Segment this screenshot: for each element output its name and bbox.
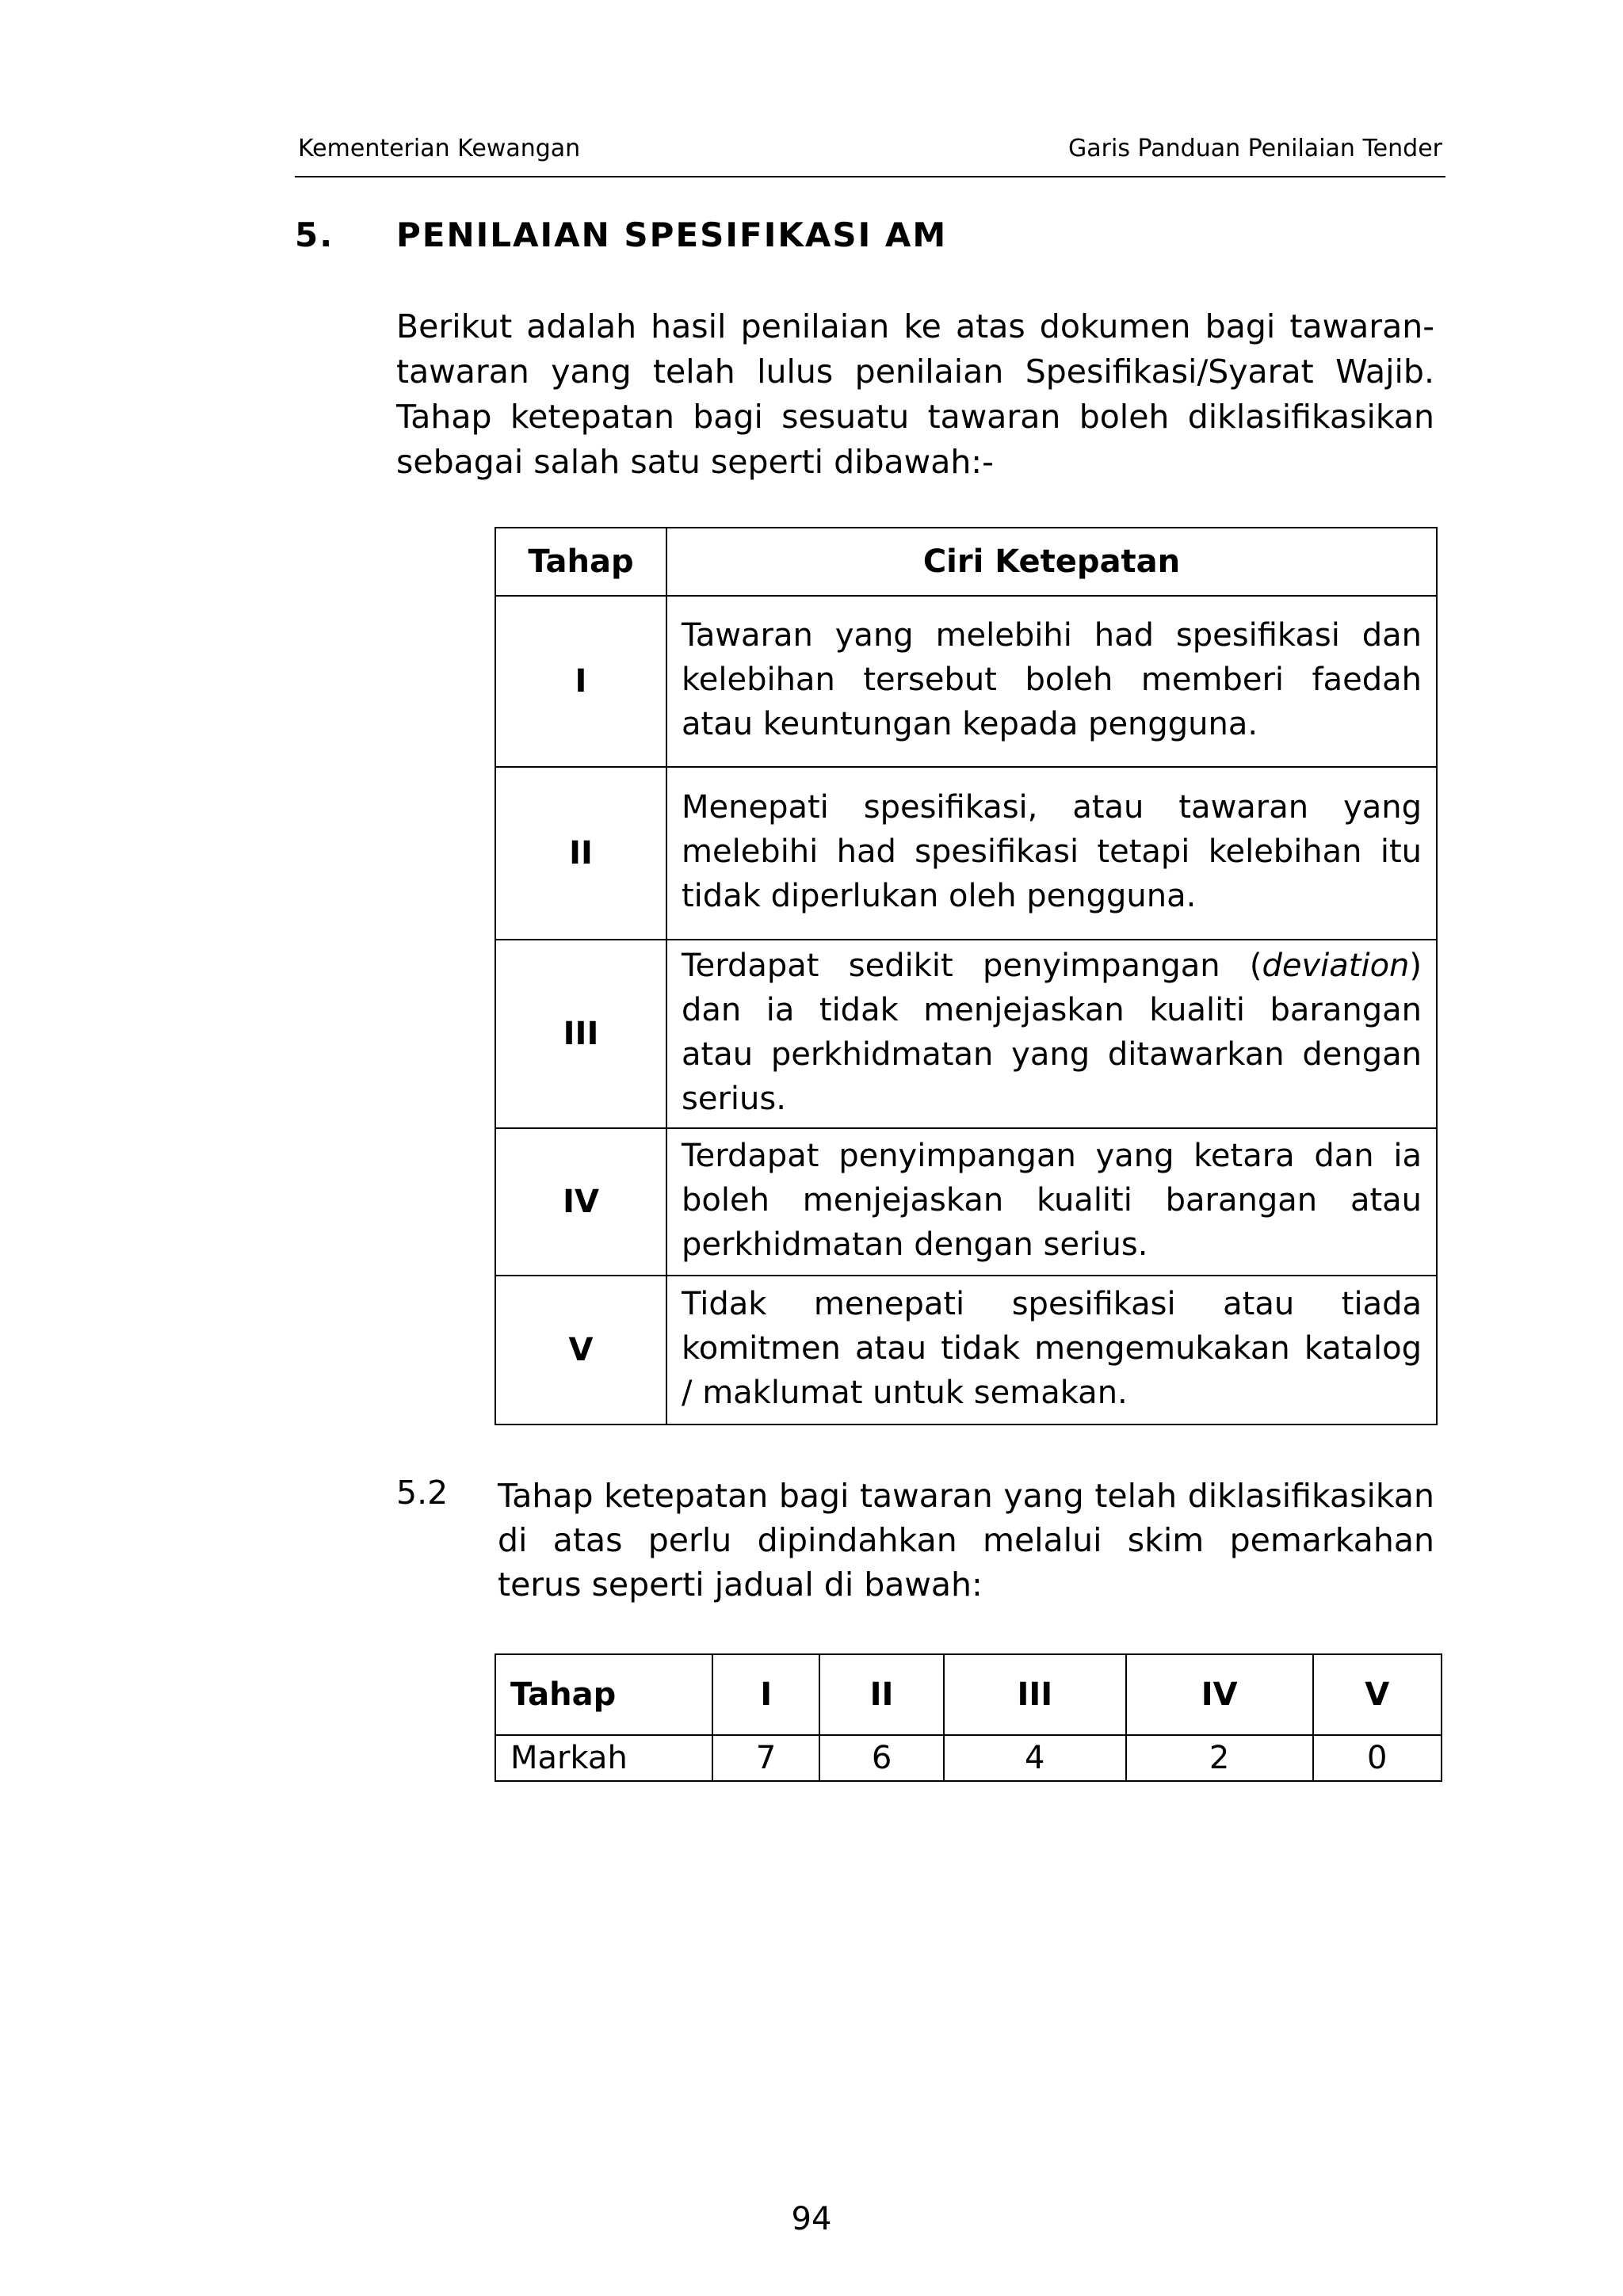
stage-cell: II bbox=[495, 767, 666, 940]
marks-value-cell: 2 bbox=[1126, 1735, 1313, 1781]
description-italic-term: deviation bbox=[1262, 948, 1410, 984]
header-right-text: Garis Panduan Penilaian Tender bbox=[1068, 135, 1442, 162]
description-cell: Tidak menepati spesifikasi atau tiada komitmen atau tidak mengemukakan katalog / maklumat untuk semakan. bbox=[666, 1276, 1437, 1425]
table-row bbox=[495, 596, 1437, 767]
stage-cell: III bbox=[495, 940, 666, 1128]
marks-table-header-row bbox=[495, 1654, 1442, 1735]
table-row bbox=[495, 1276, 1437, 1425]
subsection-number: 5.2 bbox=[396, 1474, 449, 1512]
description-cell: Terdapat penyimpangan yang ketara dan ia boleh menjejaskan kualiti barangan atau perkhidmatan dengan serius. bbox=[666, 1128, 1437, 1276]
subsection-paragraph: Tahap ketepatan bagi tawaran yang telah diklasifikasikan di atas perlu dipindahkan melalui skim pemarkahan terus seperti jadual di bawah: bbox=[498, 1477, 1434, 1604]
page-number: 94 bbox=[791, 2201, 832, 2237]
section-heading bbox=[295, 215, 947, 254]
marks-stage-cell: IV bbox=[1126, 1654, 1313, 1735]
description-text-before: Terdapat sedikit penyimpangan ( bbox=[682, 948, 1262, 984]
marks-value-cell: 7 bbox=[712, 1735, 819, 1781]
table-row bbox=[495, 767, 1437, 940]
table-row bbox=[495, 940, 1437, 1128]
running-header bbox=[295, 132, 1445, 177]
table-row bbox=[495, 1128, 1437, 1276]
marks-header-label: Tahap bbox=[495, 1654, 712, 1735]
stage-table bbox=[495, 527, 1438, 1425]
description-text-after: ) dan ia tidak menjejaskan kualiti barangan atau perkhidmatan yang ditawarkan dengan serius. bbox=[682, 948, 1422, 1117]
marks-value-cell: 4 bbox=[944, 1735, 1126, 1781]
stage-cell: I bbox=[495, 596, 666, 767]
marks-stage-cell: I bbox=[712, 1654, 819, 1735]
description-cell: Menepati spesifikasi, atau tawaran yang melebihi had spesifikasi tetapi kelebihan itu tidak diperlukan oleh pengguna. bbox=[666, 767, 1437, 940]
header-left-text: Kementerian Kewangan bbox=[298, 135, 581, 162]
stage-cell: V bbox=[495, 1276, 666, 1425]
marks-row-label: Markah bbox=[495, 1735, 712, 1781]
section-number: 5. bbox=[295, 215, 334, 254]
stage-table-header-row bbox=[495, 528, 1437, 596]
marks-stage-cell: II bbox=[819, 1654, 944, 1735]
marks-stage-cell: III bbox=[944, 1654, 1126, 1735]
stage-column-header: Tahap bbox=[495, 528, 666, 596]
marks-value-cell: 6 bbox=[819, 1735, 944, 1781]
criteria-column-header: Ciri Ketepatan bbox=[666, 528, 1437, 596]
marks-table-row bbox=[495, 1735, 1442, 1781]
stage-cell: IV bbox=[495, 1128, 666, 1276]
description-cell bbox=[666, 940, 1437, 1128]
marks-value-cell: 0 bbox=[1313, 1735, 1442, 1781]
intro-paragraph: Berikut adalah hasil penilaian ke atas dokumen bagi tawaran-tawaran yang telah lulus penilaian Spesifikasi/Syarat Wajib. Tahap ketepatan bagi sesuatu tawaran boleh diklasifikasikan sebagai salah satu seperti dibawah:- bbox=[396, 307, 1434, 481]
description-cell: Tawaran yang melebihi had spesifikasi dan kelebihan tersebut boleh memberi faedah atau keuntungan kepada pengguna. bbox=[666, 596, 1437, 767]
marks-stage-cell: V bbox=[1313, 1654, 1442, 1735]
section-title: PENILAIAN SPESIFIKASI AM bbox=[396, 215, 948, 254]
marks-table bbox=[495, 1653, 1442, 1782]
